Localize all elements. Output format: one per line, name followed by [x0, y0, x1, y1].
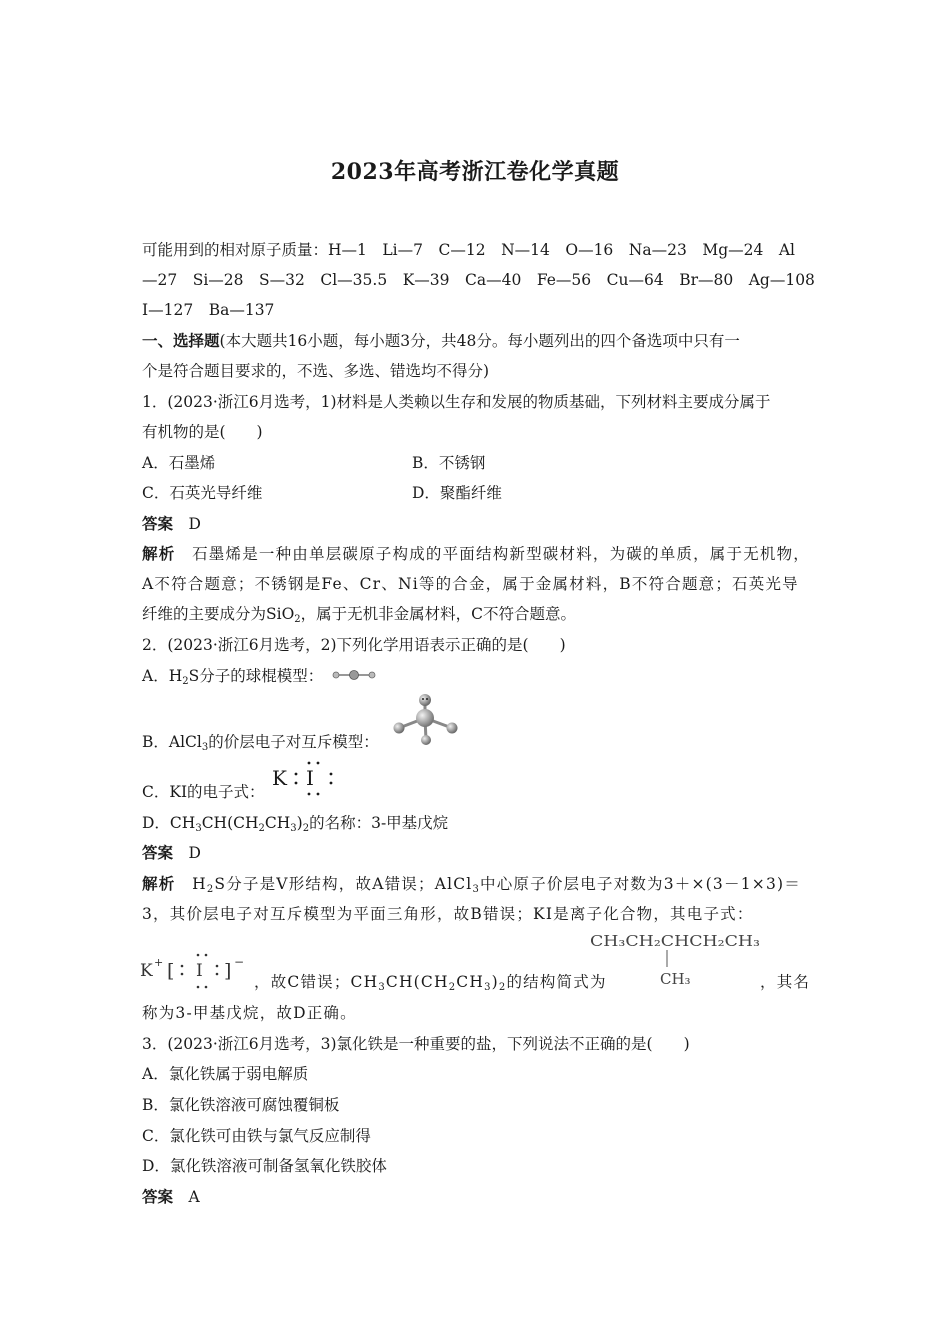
q3-stem: 3．(2023·浙江6月选考，3)氯化铁是一种重要的盐，下列说法不正确的是( ) — [142, 1035, 690, 1053]
structural-formula-3-methylpentane — [588, 928, 768, 992]
option-text: CH — [264, 814, 291, 832]
atomic-mass-line-1: 可能用到的相对原子质量：H—1 Li—7 C—12 N—14 O—16 Na—23 Mg—24 Al — [142, 241, 795, 259]
option-text: 的价层电子对互斥模型： — [208, 733, 379, 751]
alcl3-vsepr-model-icon — [390, 692, 462, 748]
subscript: 3 — [201, 742, 209, 753]
analysis-text: ，故C错误；CH — [254, 973, 379, 991]
analysis-text: 纤维的主要成分为SiO — [142, 605, 295, 623]
subscript: 3 — [472, 884, 481, 895]
q1-option-c: C．石英光导纤维 — [142, 484, 263, 502]
q2-analysis-4: 称为3-甲基戊烷，故D正确。 — [142, 1004, 357, 1022]
subscript: 2 — [258, 823, 265, 834]
answer-label: 答案 — [142, 1187, 174, 1206]
q1-analysis-1 — [142, 544, 810, 564]
analysis-text: 石墨烯是一种由单层碳原子构成的平面结构新型碳材料，为碳的单质，属于无机物， — [192, 545, 811, 563]
subscript: 3 — [378, 982, 386, 993]
ki-electron-formula — [272, 758, 342, 798]
section-desc-1: (本大题共16小题，每小题3分，共48分。每小题列出的四个备选项中只有一 — [219, 332, 740, 350]
q3-option-b: B．氯化铁溶液可腐蚀覆铜板 — [142, 1096, 340, 1114]
q2-option-b — [142, 732, 379, 752]
q2-option-c: C．KI的电子式： — [142, 783, 265, 801]
section-desc-2: 个是符合题目要求的，不选、多选、错选均不得分) — [142, 362, 490, 380]
analysis-text: S分子是V形结构，故A错误；AlCl — [214, 875, 473, 893]
q2-answer — [142, 843, 201, 863]
subscript: 3 — [195, 823, 202, 834]
q2-option-d — [142, 813, 448, 833]
h2s-ball-stick-model-icon — [332, 668, 376, 682]
atomic-mass-line-3: I—127 Ba—137 — [142, 301, 275, 319]
left-bracket: [ — [167, 960, 175, 982]
analysis-text: ) — [491, 973, 499, 991]
option-text: D．CH — [142, 814, 196, 832]
option-text: CH(CH — [201, 814, 259, 832]
atomic-mass-line-2: —27 Si—28 S—32 Cl—35.5 K—39 Ca—40 Fe—56 Cu—64 Br—80 Ag—108 — [142, 271, 815, 289]
analysis-text: 中心原子价层电子对数为3＋×(3－1×3)＝ — [480, 875, 801, 893]
subscript: 2 — [294, 614, 301, 625]
option-text: 的名称：3-甲基戊烷 — [309, 814, 449, 832]
option-text: S分子的球棍模型： — [188, 667, 324, 685]
q1-stem-2: 有机物的是( ) — [142, 423, 263, 441]
answer-value: D — [188, 515, 201, 533]
q1-option-b: B．不锈钢 — [412, 454, 486, 472]
answer-value: D — [188, 844, 201, 862]
k-ion-charge: + — [154, 956, 164, 969]
option-text: A．H — [142, 667, 183, 685]
q3-option-d: D．氯化铁溶液可制备氢氧化铁胶体 — [142, 1157, 387, 1175]
q1-options-ab — [142, 453, 215, 473]
ki-ionic-electron-formula — [138, 950, 250, 994]
q3-answer — [142, 1187, 200, 1207]
struct-main-chain: CH₃CH₂CHCH₂CH₃ — [590, 932, 760, 950]
q1-option-d: D．聚酯纤维 — [412, 484, 502, 502]
answer-label: 答案 — [142, 514, 174, 533]
q2-analysis-3-end: ，其名 — [760, 973, 811, 991]
q2-stem: 2．(2023·浙江6月选考，2)下列化学用语表示正确的是( ) — [142, 636, 566, 654]
section-heading-line — [142, 331, 740, 351]
analysis-text: H — [192, 875, 207, 893]
ki-k-symbol: K — [272, 766, 287, 790]
analysis-label: 解析 — [142, 544, 176, 563]
k-ion-symbol: K — [140, 961, 153, 981]
q1-option-a: A．石墨烯 — [142, 454, 216, 472]
i-ion-charge: − — [234, 955, 245, 969]
analysis-text: ，属于无机非金属材料，C不符合题意。 — [300, 605, 577, 623]
answer-value: A — [188, 1188, 200, 1206]
section-heading: 一、选择题 — [142, 331, 220, 350]
option-text: ) — [296, 814, 303, 832]
analysis-label: 解析 — [142, 874, 176, 893]
subscript: 2 — [302, 823, 310, 834]
option-text: B．AlCl — [142, 733, 202, 751]
subscript: 2 — [498, 982, 507, 993]
q1-answer — [142, 514, 201, 534]
struct-branch: CH₃ — [660, 970, 691, 988]
subscript: 3 — [484, 982, 492, 993]
subscript: 2 — [206, 884, 215, 895]
q1-analysis-3 — [142, 604, 576, 624]
subscript: 2 — [182, 676, 189, 687]
q1-analysis-2: A不符合题意；不锈钢是Fe、Cr、Ni等的合金，属于金属材料，B不符合题意；石英光导 — [142, 575, 799, 593]
q2-analysis-3 — [254, 972, 607, 992]
answer-label: 答案 — [142, 843, 174, 862]
subscript: 3 — [290, 823, 297, 834]
right-bracket: ] — [224, 960, 232, 982]
analysis-text: CH — [456, 973, 485, 991]
q1-stem-1: 1．(2023·浙江6月选考，1)材料是人类赖以生存和发展的物质基础，下列材料主要成分属于 — [142, 393, 771, 411]
page-title: 2023年高考浙江卷化学真题 — [330, 159, 620, 185]
analysis-text: CH(CH — [385, 973, 449, 991]
subscript: 2 — [448, 982, 457, 993]
q2-analysis-2: 3，其价层电子对互斥模型为平面三角形，故B错误；KI是离子化合物，其电子式： — [142, 905, 754, 923]
analysis-text: 的结构简式为 — [506, 973, 607, 991]
ki-i-symbol: I — [306, 766, 314, 790]
q2-analysis-1 — [142, 874, 801, 894]
q2-option-a — [142, 666, 323, 686]
q3-option-a: A．氯化铁属于弱电解质 — [142, 1065, 309, 1083]
i-ion-symbol: I — [196, 961, 203, 981]
q3-option-c: C．氯化铁可由铁与氯气反应制得 — [142, 1127, 371, 1145]
